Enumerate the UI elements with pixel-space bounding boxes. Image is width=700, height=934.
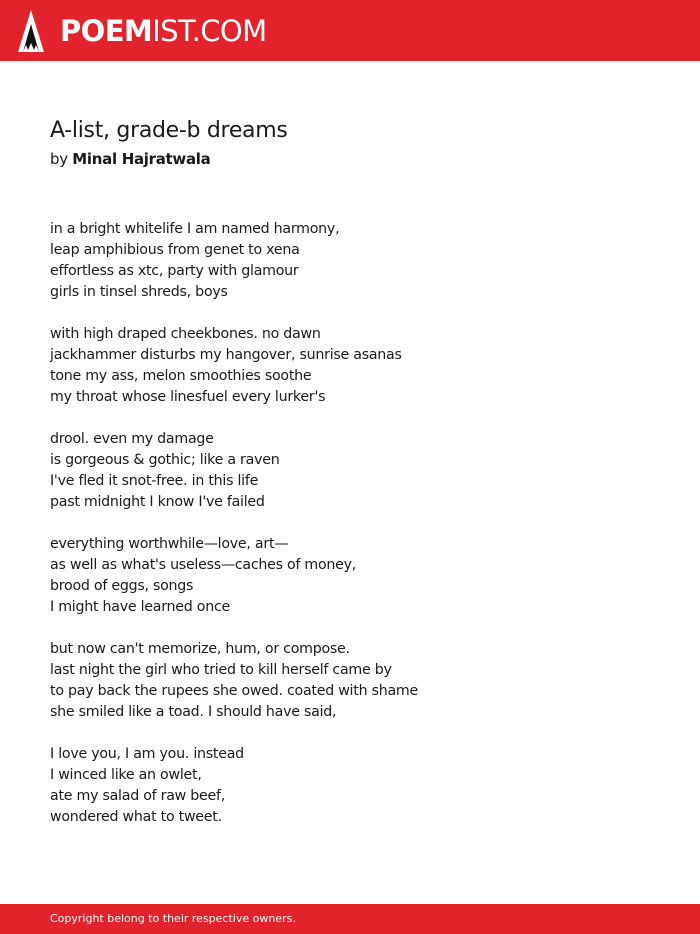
copyright-text: Copyright belong to their respective owners. [50,912,296,925]
stanza [50,219,650,303]
poem-line: as well as what's useless—caches of money, [50,557,357,573]
poem-line: I love you, I am you. instead [50,746,244,762]
poem-line: girls in tinsel shreds, boys [50,284,228,300]
poem-line: she smiled like a toad. I should have said, [50,704,337,720]
poem-line: brood of eggs, songs [50,578,194,594]
site-logo-text [60,9,267,53]
poem-line: everything worthwhile—love, art— [50,536,289,552]
author-name[interactable]: Minal Hajratwala [72,150,211,168]
poem-line: drool. even my damage [50,431,214,447]
pen-nib-icon [18,10,44,52]
stanza [50,534,650,618]
site-footer [0,904,700,934]
poem-line: to pay back the rupees she owed. coated with shame [50,683,418,699]
logo-text-bold: POEM [60,14,153,48]
poem-byline [50,148,210,170]
poem-line: with high draped cheekbones. no dawn [50,326,321,342]
logo-text-light: IST.COM [152,14,267,48]
poem-line: past midnight I know I've failed [50,494,265,510]
poem-line: effortless as xtc, party with glamour [50,263,299,279]
poem-line: ate my salad of raw beef, [50,788,226,804]
site-logo[interactable] [18,9,267,53]
poem-line: jackhammer disturbs my hangover, sunrise asanas [50,347,402,363]
stanza [50,429,650,513]
poem-line: but now can't memorize, hum, or compose. [50,641,350,657]
poem-line: tone my ass, melon smoothies soothe [50,368,312,384]
stanza [50,744,650,828]
poem-line: is gorgeous & gothic; like a raven [50,452,280,468]
poem-line: leap amphibious from genet to xena [50,242,300,258]
poem-line: wondered what to tweet. [50,809,222,825]
by-label: by [50,150,68,168]
poem-title: A-list, grade-b dreams [50,118,288,143]
stanza [50,324,650,408]
poem-line: I might have learned once [50,599,230,615]
poem-line: I've fled it snot-free. in this life [50,473,259,489]
site-header [0,0,700,61]
poem-line: my throat whose linesfuel every lurker's [50,389,326,405]
poem-body [50,219,650,849]
stanza [50,639,650,723]
poem-line: last night the girl who tried to kill herself came by [50,662,392,678]
poem-line: in a bright whitelife I am named harmony, [50,221,340,237]
poem-line: I winced like an owlet, [50,767,202,783]
